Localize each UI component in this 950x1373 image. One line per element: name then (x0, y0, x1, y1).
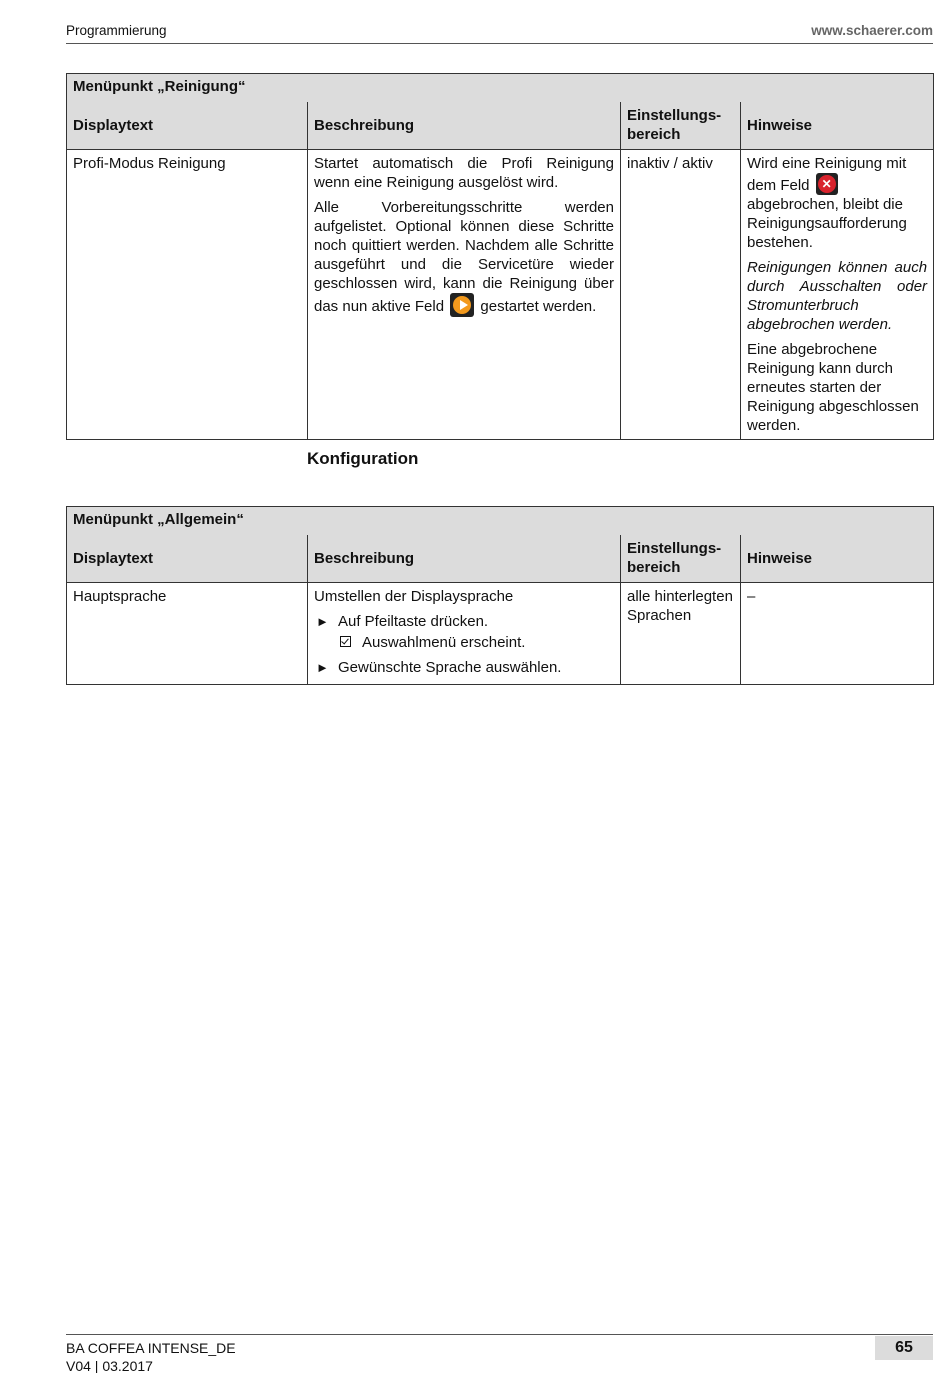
table-row (67, 150, 934, 440)
col-einstellungsbereich: Einstellungs- bereich (621, 535, 741, 583)
menu-title-reinigung: Menüpunkt „Reinigung“ (67, 74, 934, 102)
section-title: Konfiguration (307, 449, 419, 468)
play-icon (450, 293, 474, 317)
desc-paragraph-2: Alle Vorbereitungsschritte werden aufgelistet. Optional können diese Schritte noch quittiert werden. Nachdem alle Schritte ausgeführt und die Servicetüre wieder geschlossen wird, kann die Reinigung über das nun aktive Feld gestartet werden. (314, 199, 614, 315)
row-range: inaktiv / aktiv (621, 150, 741, 440)
table-allgemein (66, 506, 934, 685)
row-beschreibung (308, 150, 621, 440)
page-footer (66, 1334, 933, 1373)
desc-text: Umstellen der Displaysprache (314, 588, 514, 605)
step-2: ► Gewünschte Sprache auswählen. (316, 659, 562, 676)
col-hinweise: Hinweise (741, 102, 934, 150)
result-1: Auswahlmenü erscheint. (314, 633, 614, 652)
note-3: Eine abgebrochene Reinigung kann durch erneutes starten der Reinigung abgeschlossen werden. (747, 341, 919, 434)
col-displaytext: Displaytext (67, 102, 308, 150)
col-hinweise: Hinweise (741, 535, 934, 583)
arrow-icon: ► (316, 660, 329, 675)
table-reinigung (66, 73, 934, 440)
page-number: 65 (875, 1336, 933, 1360)
header-section: Programmierung (66, 23, 167, 38)
checkbox-icon (340, 636, 351, 647)
col-beschreibung: Beschreibung (308, 535, 621, 583)
arrow-icon: ► (316, 614, 329, 629)
header-website: www.schaerer.com (811, 23, 933, 38)
table-row (67, 583, 934, 685)
step-1: ► Auf Pfeiltaste drücken. (316, 613, 489, 630)
row-hinweise: – (741, 583, 934, 685)
desc-paragraph-1: Startet automatisch die Profi Reinigung wenn eine Reinigung ausgelöst wird. (314, 155, 614, 191)
row-displaytext: Profi-Modus Reinigung (67, 150, 308, 440)
col-einstellungsbereich: Einstellungs- bereich (621, 102, 741, 150)
menu-title-allgemein: Menüpunkt „Allgemein“ (67, 507, 934, 535)
col-displaytext: Displaytext (67, 535, 308, 583)
row-displaytext: Hauptsprache (67, 583, 308, 685)
note-1: Wird eine Reinigung mit dem Feld ✕ abgebrochen, bleibt die Reinigungsaufforderung bestehen. (747, 154, 927, 252)
page-header (66, 20, 933, 44)
footer-doc: BA COFFEA INTENSE_DE (66, 1340, 236, 1356)
cancel-icon (816, 173, 838, 195)
col-beschreibung: Beschreibung (308, 102, 621, 150)
row-beschreibung (308, 583, 621, 685)
footer-version: V04 | 03.2017 (66, 1358, 153, 1373)
row-range: alle hinterlegten Sprachen (621, 583, 741, 685)
row-hinweise (741, 150, 934, 440)
note-2: Reinigungen können auch durch Ausschalten oder Stromunterbruch abgebrochen werden. (747, 259, 928, 333)
